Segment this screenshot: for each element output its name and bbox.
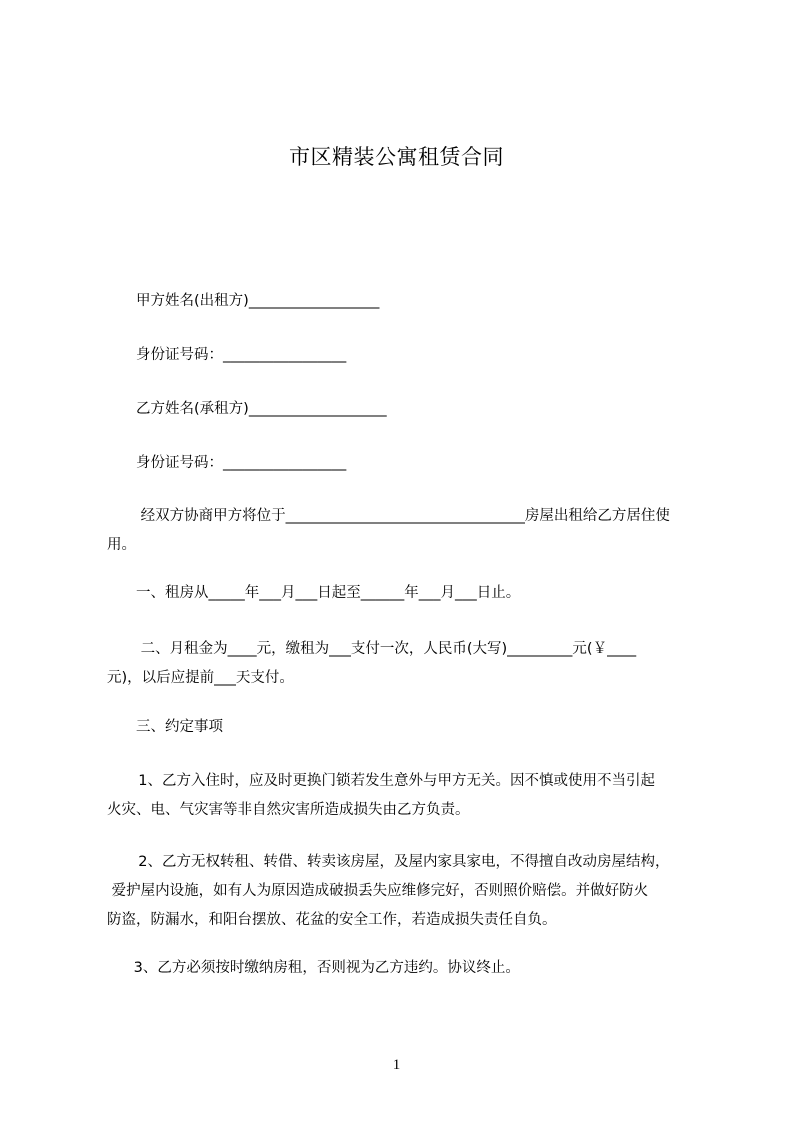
party-b-name-line: 乙方姓名(承租方)___________________ bbox=[136, 401, 387, 417]
item-2-line-1: 2、乙方无权转租、转借、转卖该房屋，及屋内家具家电，不得擅自改动房屋结构， bbox=[129, 854, 670, 870]
item-2-line-3: 防盗，防漏水，和阳台摆放、花盆的安全工作，若造成损失责任自负。 bbox=[107, 912, 557, 928]
clause-2-paragraph bbox=[107, 635, 712, 693]
intro-paragraph bbox=[107, 502, 712, 560]
clause-2-line-1: 二、月租金为____元，缴租为___支付一次，人民币(大写)_________元(￥____ bbox=[136, 641, 637, 657]
item-3: 3、乙方必须按时缴纳房租，否则视为乙方违约。协议终止。 bbox=[129, 960, 520, 976]
clause-2-line-2: 元)，以后应提前___天支付。 bbox=[107, 670, 294, 686]
party-b-id-line: 身份证号码：_________________ bbox=[136, 455, 347, 471]
intro-line-2: 用。 bbox=[107, 537, 136, 553]
clause-1: 一、租房从_____年___月___日起至______年___月___日止。 bbox=[136, 585, 521, 601]
item-2-line-2: 爱护屋内设施，如有人为原因造成破损丢失应维修完好，否则照价赔偿。并做好防火 bbox=[107, 883, 649, 899]
item-1-paragraph bbox=[107, 767, 712, 825]
item-1-line-1: 1、乙方入住时，应及时更换门锁若发生意外与甲方无关。因不慎或使用不当引起 bbox=[129, 773, 655, 789]
item-2-paragraph bbox=[107, 848, 712, 935]
party-a-id-line: 身份证号码：_________________ bbox=[136, 347, 347, 363]
party-a-name-line: 甲方姓名(出租方)__________________ bbox=[136, 293, 380, 309]
page-number: 1 bbox=[392, 1057, 401, 1073]
contract-title: 市区精装公寓租赁合同 bbox=[289, 145, 504, 169]
intro-line-1: 经双方协商甲方将位于_________________________________房屋出租给乙方居住使 bbox=[136, 508, 670, 524]
clause-3-heading: 三、约定事项 bbox=[136, 719, 223, 735]
item-1-line-2: 火灾、电、气灾害等非自然灾害所造成损失由乙方负责。 bbox=[107, 802, 470, 818]
